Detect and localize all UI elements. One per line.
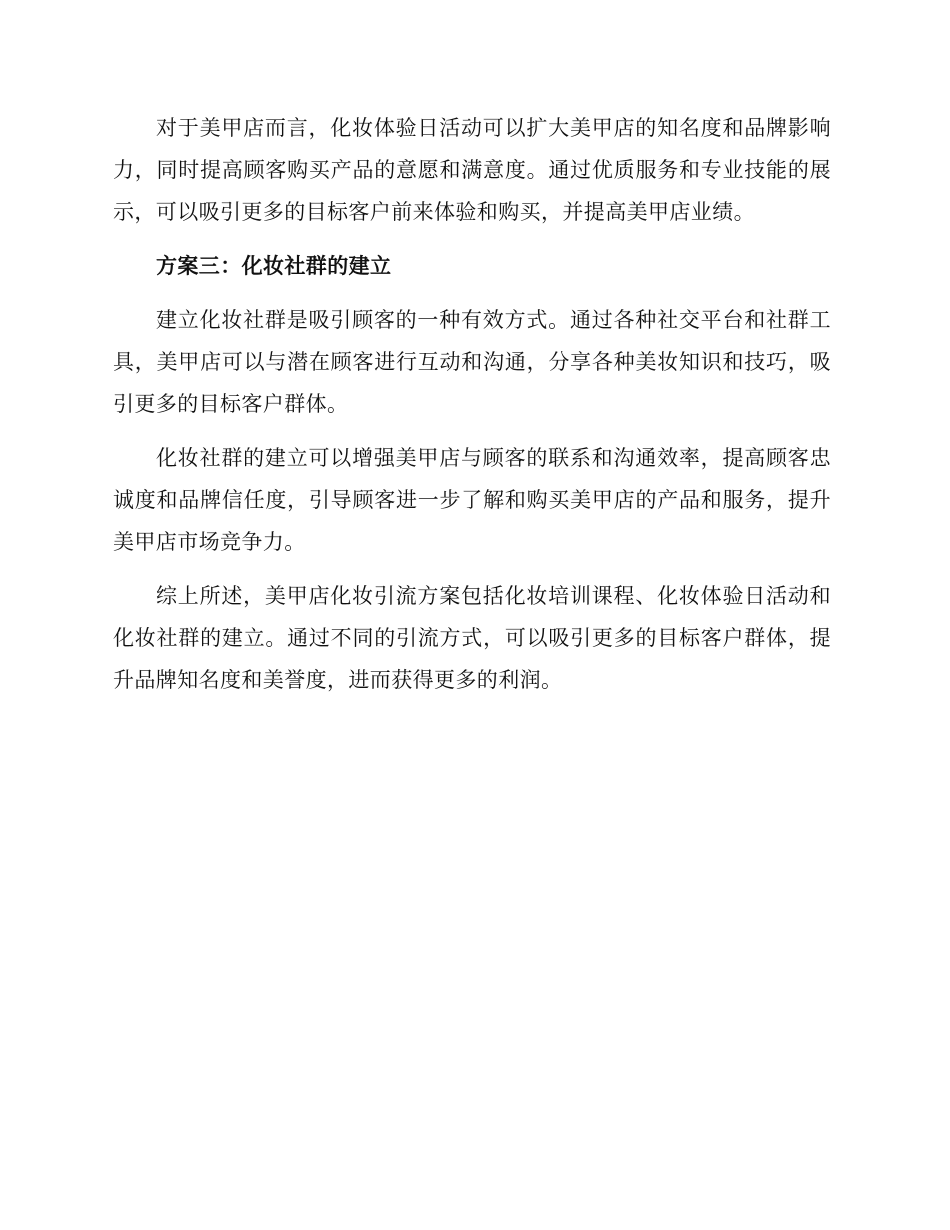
paragraph-experience-day-benefits: 对于美甲店而言，化妆体验日活动可以扩大美甲店的知名度和品牌影响力，同时提高顾客购买产品的意愿和满意度。通过优质服务和专业技能的展示，可以吸引更多的目标客户前来体验和购买，并提高美甲店业绩。 [113, 116, 831, 224]
paragraph-community-intro: 建立化妆社群是吸引顾客的一种有效方式。通过各种社交平台和社群工具，美甲店可以与潜在顾客进行互动和沟通，分享各种美妆知识和技巧，吸引更多的目标客户群体。 [113, 308, 831, 416]
document-body [113, 107, 831, 713]
paragraph-community-benefits: 化妆社群的建立可以增强美甲店与顾客的联系和沟通效率，提高顾客忠诚度和品牌信任度，引导顾客进一步了解和购买美甲店的产品和服务，提升美甲店市场竞争力。 [113, 446, 831, 554]
section-heading-plan-three: 方案三：化妆社群的建立 [156, 254, 392, 278]
paragraph-summary: 综上所述，美甲店化妆引流方案包括化妆培训课程、化妆体验日活动和化妆社群的建立。通过不同的引流方式，可以吸引更多的目标客户群体，提升品牌知名度和美誉度，进而获得更多的利润。 [113, 584, 831, 692]
